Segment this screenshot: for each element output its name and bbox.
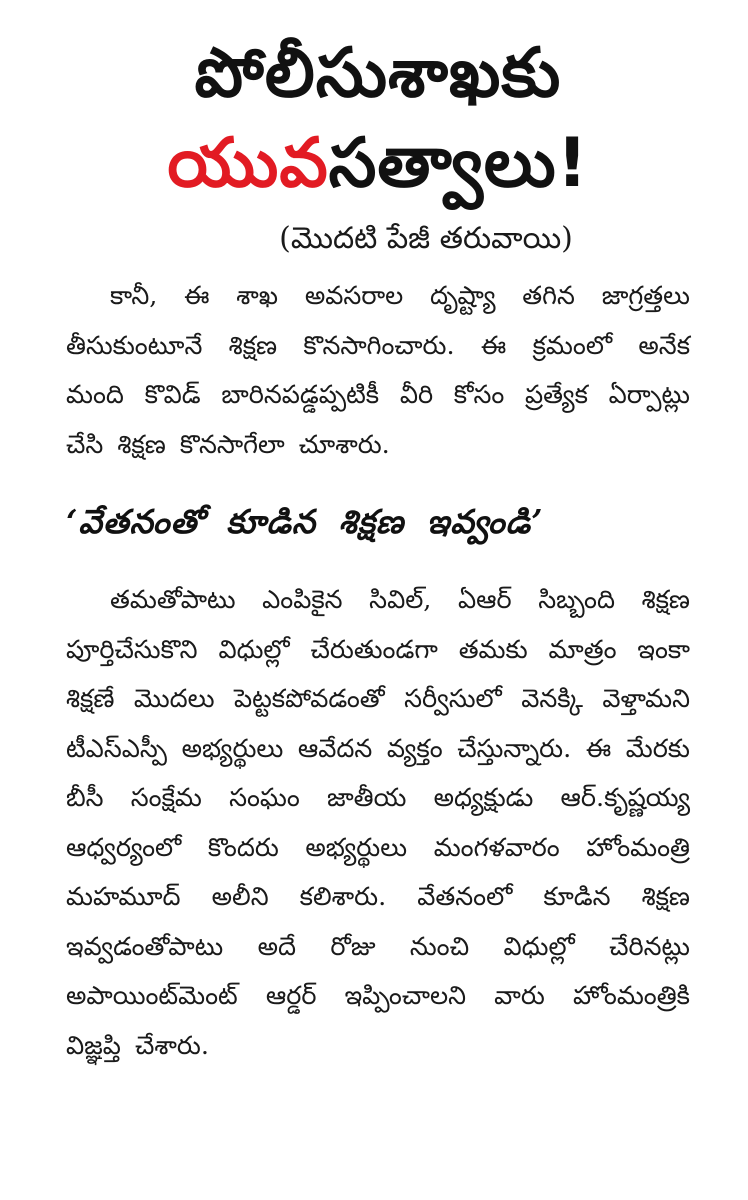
headline-line-2 — [66, 118, 690, 210]
headline-rest: సత్వాలు! — [328, 124, 589, 203]
headline-accent-word: యువ — [167, 124, 329, 203]
headline — [66, 30, 690, 210]
continued-from-front-page: (మొదటి పేజీ తరువాయి) — [279, 221, 573, 256]
paragraph-2 — [66, 576, 690, 1071]
headline-line-1: పోలీసుశాఖకు — [194, 34, 562, 113]
paragraph-1-text: కానీ, ఈ శాఖ అవసరాల దృష్ట్యా తగిన జాగ్రత్తలు తీసుకుంటూనే శిక్షణ కొనసాగించారు. ఈ క్రమంలో అనేక మంది కొవిడ్ బారినపడ్డప్పటికీ వీరి కోసం ప్రత్యేక ఏర్పాట్లు చేసి శిక్షణ కొనసాగేలా చూశారు. — [66, 281, 690, 460]
paragraph-1 — [66, 272, 690, 470]
subheading: ‘వేతనంతో కూడిన శిక్షణ ఇవ్వండి’ — [66, 502, 544, 541]
paragraph-2-text: తమతోపాటు ఎంపికైన సివిల్, ఏఆర్ సిబ్బంది శిక్షణ పూర్తిచేసుకొని విధుల్లో చేరుతుండగా తమకు మాత్రం ఇంకా శిక్షణే మొదలు పెట్టకపోవడంతో సర్వీసులో వెనక్కి వెళ్తామని టీఎస్ఎస్పీ అభ్యర్థులు ఆవేదన వ్యక్తం చేస్తున్నారు. ఈ మేరకు బీసీ సంక్షేమ సంఘం జాతీయ అధ్యక్షుడు ఆర్.కృష్ణయ్య ఆధ్వర్యంలో కొందరు అభ్యర్థులు మంగళవారం హోంమంత్రి మహమూద్ అలీని కలిశారు. వేతనంలో కూడిన శిక్షణ ఇవ్వడంతోపాటు అదే రోజు నుంచి విధుల్లో చేరినట్లు అపాయింట్‌మెంట్ ఆర్డర్ ఇప్పించాలని వారు హోంమంత్రికి విజ్ఞప్తి చేశారు. — [66, 585, 690, 1061]
